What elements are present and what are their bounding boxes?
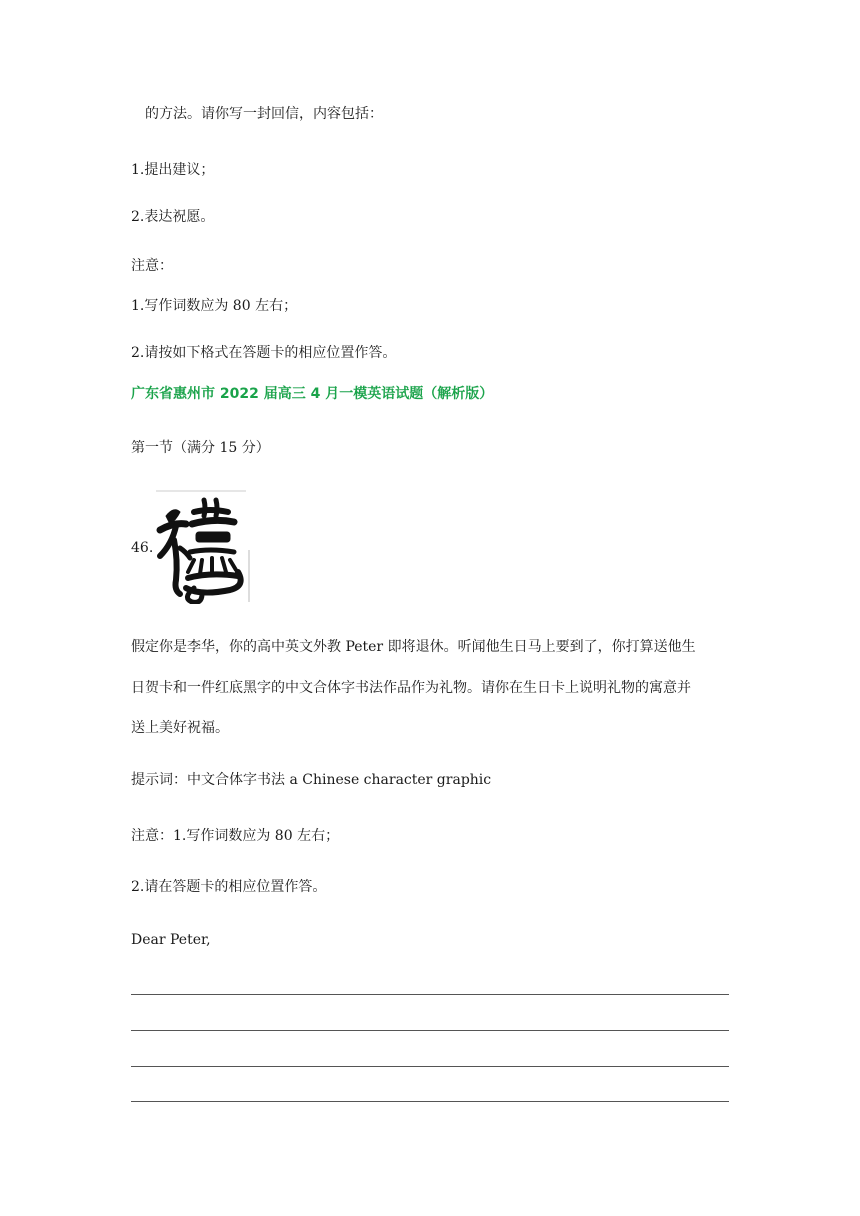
question-prompt-line-1: 假定你是李华，你的高中英文外教 Peter 即将退休。听闻他生日马上要到了，你打算送他生	[131, 639, 696, 655]
answer-line-1	[131, 994, 729, 995]
question-note-2: 2.请在答题卡的相应位置作答。	[131, 879, 327, 895]
question-note-1: 注意：1.写作词数应为 80 左右；	[131, 828, 340, 844]
question-prompt-line-2: 日贺卡和一件红底黑字的中文合体字书法作品作为礼物。请你在生日卡上说明礼物的寓意并	[131, 680, 691, 696]
list-item-2: 2.表达祝愿。	[131, 209, 215, 225]
list-item-1: 1.提出建议；	[131, 162, 215, 178]
question-prompt-line-3: 送上美好祝福。	[131, 720, 229, 736]
note-label: 注意：	[131, 258, 173, 274]
answer-line-4	[131, 1101, 729, 1102]
note-1: 1.写作词数应为 80 左右；	[131, 298, 298, 314]
note-2: 2.请按如下格式在答题卡的相应位置作答。	[131, 345, 397, 361]
calligraphy-graphic-image	[154, 490, 250, 604]
section-subtitle: 第一节（满分 15 分）	[131, 440, 270, 456]
answer-line-3	[131, 1066, 729, 1067]
section-title: 广东省惠州市 2022 届高三 4 月一模英语试题（解析版）	[131, 386, 494, 402]
question-number: 46.	[131, 540, 154, 556]
intro-tail: 的方法。请你写一封回信，内容包括：	[145, 106, 383, 122]
hint-text: 提示词：中文合体字书法 a Chinese character graphic	[131, 772, 492, 788]
answer-line-2	[131, 1030, 729, 1031]
salutation: Dear Peter,	[131, 932, 211, 948]
